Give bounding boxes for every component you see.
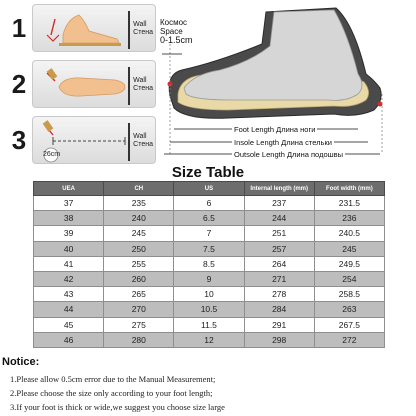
table-cell: 41 [34, 256, 104, 271]
table-cell: 240.5 [314, 226, 384, 241]
step-number: 3 [11, 125, 27, 155]
table-row [34, 211, 385, 226]
column-header: Foot width (mm) [314, 182, 384, 196]
step-1 [8, 4, 156, 52]
table-row [34, 241, 385, 256]
size-table-title: Size Table [171, 164, 245, 181]
table-row [34, 332, 385, 347]
table-row [34, 302, 385, 317]
table-cell: 267.5 [314, 317, 384, 332]
table-cell: 257 [244, 241, 314, 256]
table-cell: 284 [244, 302, 314, 317]
step-number: 2 [11, 69, 27, 99]
notice-item: 3.If your foot is thick or wide,we suggest you choose size large [10, 402, 225, 412]
table-cell: 251 [244, 226, 314, 241]
table-cell: 46 [34, 332, 104, 347]
table-cell: 278 [244, 287, 314, 302]
step-number: 1 [11, 13, 27, 43]
table-cell: 9 [174, 271, 244, 286]
table-cell: 249.5 [314, 256, 384, 271]
table-cell: 8.5 [174, 256, 244, 271]
table-header-row [34, 182, 385, 196]
table-cell: 7.5 [174, 241, 244, 256]
table-cell: 275 [104, 317, 174, 332]
table-cell: 10 [174, 287, 244, 302]
table-cell: 38 [34, 211, 104, 226]
insole-length-label: Insole Length Длина стельки [234, 138, 332, 147]
space-allowance-label: Космос Space 0-1.5cm [160, 18, 193, 45]
step-illustration [32, 4, 156, 52]
table-cell: 244 [244, 211, 314, 226]
table-cell: 235 [104, 196, 174, 211]
column-header: US [174, 182, 244, 196]
table-cell: 12 [174, 332, 244, 347]
notice-item: 2.Please choose the size only according to your foot length; [10, 388, 213, 398]
table-cell: 43 [34, 287, 104, 302]
wall-label: Wall Стена [133, 21, 153, 36]
table-cell: 271 [244, 271, 314, 286]
table-cell: 258.5 [314, 287, 384, 302]
table-cell: 39 [34, 226, 104, 241]
table-cell: 40 [34, 241, 104, 256]
size-table [33, 181, 385, 348]
table-row [34, 196, 385, 211]
table-cell: 245 [104, 226, 174, 241]
table-row [34, 226, 385, 241]
table-row [34, 271, 385, 286]
table-cell: 265 [104, 287, 174, 302]
table-cell: 7 [174, 226, 244, 241]
table-cell: 42 [34, 271, 104, 286]
table-cell: 254 [314, 271, 384, 286]
wall-label: Wall Стена [133, 77, 153, 92]
table-cell: 263 [314, 302, 384, 317]
table-cell: 298 [244, 332, 314, 347]
notice-list [10, 372, 225, 414]
table-cell: 236 [314, 211, 384, 226]
table-cell: 6.5 [174, 211, 244, 226]
table-cell: 291 [244, 317, 314, 332]
table-cell: 11.5 [174, 317, 244, 332]
table-cell: 10.5 [174, 302, 244, 317]
table-cell: 255 [104, 256, 174, 271]
table-row [34, 287, 385, 302]
measured-length: 26cm [43, 151, 61, 158]
step-2 [8, 60, 156, 108]
column-header: Internal length (mm) [244, 182, 314, 196]
table-cell: 272 [314, 332, 384, 347]
step-3 [8, 116, 156, 164]
notice-title: Notice: [2, 356, 40, 368]
table-cell: 245 [314, 241, 384, 256]
table-cell: 270 [104, 302, 174, 317]
table-cell: 264 [244, 256, 314, 271]
table-cell: 45 [34, 317, 104, 332]
table-cell: 37 [34, 196, 104, 211]
table-row [34, 256, 385, 271]
foot-length-label: Foot Length Длина ноги [234, 125, 316, 134]
table-cell: 240 [104, 211, 174, 226]
table-cell: 6 [174, 196, 244, 211]
table-cell: 250 [104, 241, 174, 256]
table-cell: 280 [104, 332, 174, 347]
table-cell: 237 [244, 196, 314, 211]
notice-item: 1.Please allow 0.5cm error due to the Manual Measurement; [10, 374, 216, 384]
foot-length-diagram [158, 4, 412, 162]
table-cell: 260 [104, 271, 174, 286]
table-cell: 231.5 [314, 196, 384, 211]
wall-label: Wall Стена [133, 133, 153, 148]
step-illustration [32, 116, 156, 164]
column-header: UEA [34, 182, 104, 196]
measurement-steps [8, 4, 156, 156]
column-header: CH [104, 182, 174, 196]
table-cell: 44 [34, 302, 104, 317]
table-row [34, 317, 385, 332]
outsole-length-label: Outsole Length Длина подошвы [234, 150, 344, 159]
step-illustration [32, 60, 156, 108]
